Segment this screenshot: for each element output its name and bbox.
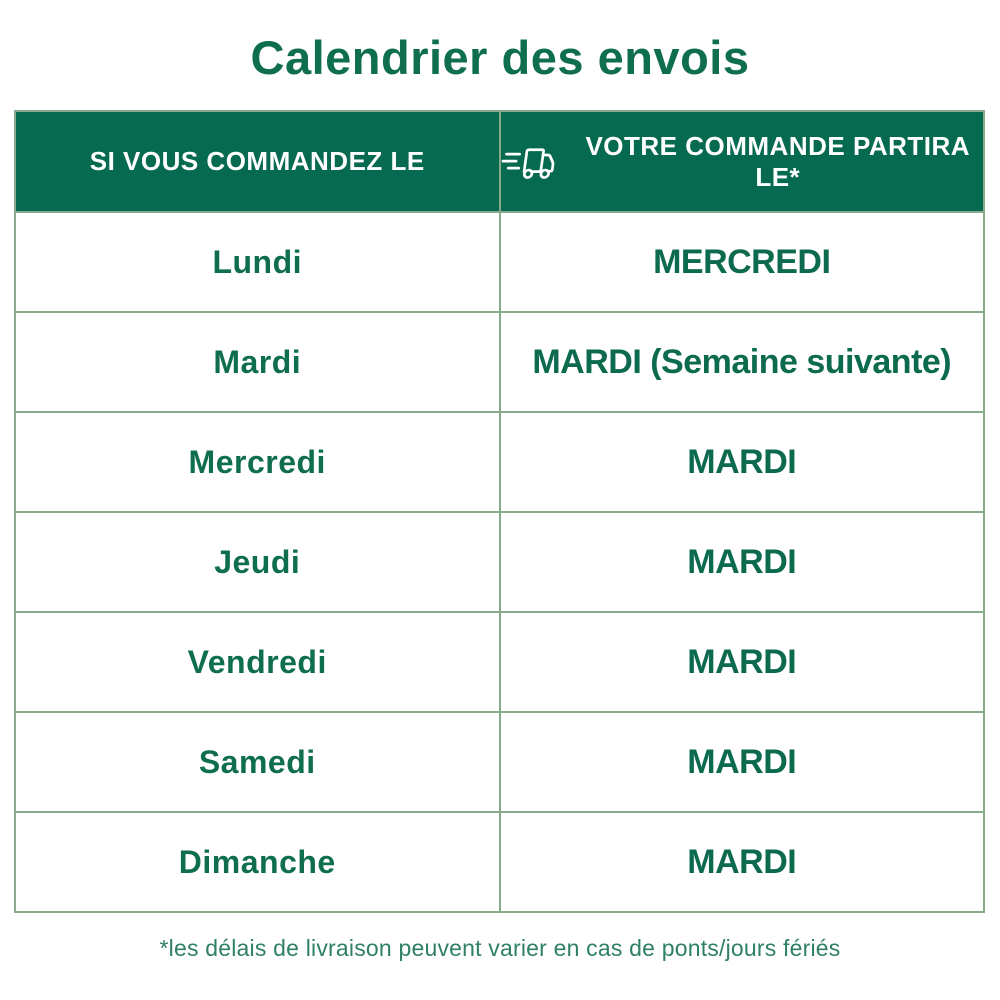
column-header-ship-day-label: VOTRE COMMANDE PARTIRA LE*: [585, 130, 971, 192]
page-title: Calendrier des envois: [250, 31, 750, 84]
order-day-wednesday: Mercredi: [15, 412, 500, 512]
table-row: [15, 512, 984, 612]
ship-day-thursday: MARDI: [500, 512, 985, 612]
order-day-thursday: Jeudi: [15, 512, 500, 612]
ship-day-friday: MARDI: [500, 612, 985, 712]
ship-day-monday: MERCREDI: [500, 212, 985, 312]
ship-day-sunday: MARDI: [500, 812, 985, 912]
delivery-truck-icon: [501, 141, 561, 183]
table-row: [15, 612, 984, 712]
ship-day-saturday: MARDI: [500, 712, 985, 812]
table-row: [15, 412, 984, 512]
order-day-tuesday: Mardi: [15, 312, 500, 412]
ship-day-tuesday: MARDI (Semaine suivante): [500, 312, 985, 412]
table-header-row: [15, 111, 984, 212]
table-row: [15, 812, 984, 912]
table-row: [15, 212, 984, 312]
table-row: [15, 712, 984, 812]
order-day-friday: Vendredi: [15, 612, 500, 712]
delivery-delay-footnote: *les délais de livraison peuvent varier en cas de ponts/jours fériés: [159, 935, 841, 961]
table-row: [15, 312, 984, 412]
column-header-order-day: [15, 111, 500, 212]
column-header-ship-day: [500, 111, 985, 212]
order-day-saturday: Samedi: [15, 712, 500, 812]
order-day-monday: Lundi: [15, 212, 500, 312]
order-day-sunday: Dimanche: [15, 812, 500, 912]
ship-day-wednesday: MARDI: [500, 412, 985, 512]
shipping-calendar-table: [14, 110, 985, 913]
column-header-order-day-label: SI VOUS COMMANDEZ LE: [89, 146, 425, 176]
